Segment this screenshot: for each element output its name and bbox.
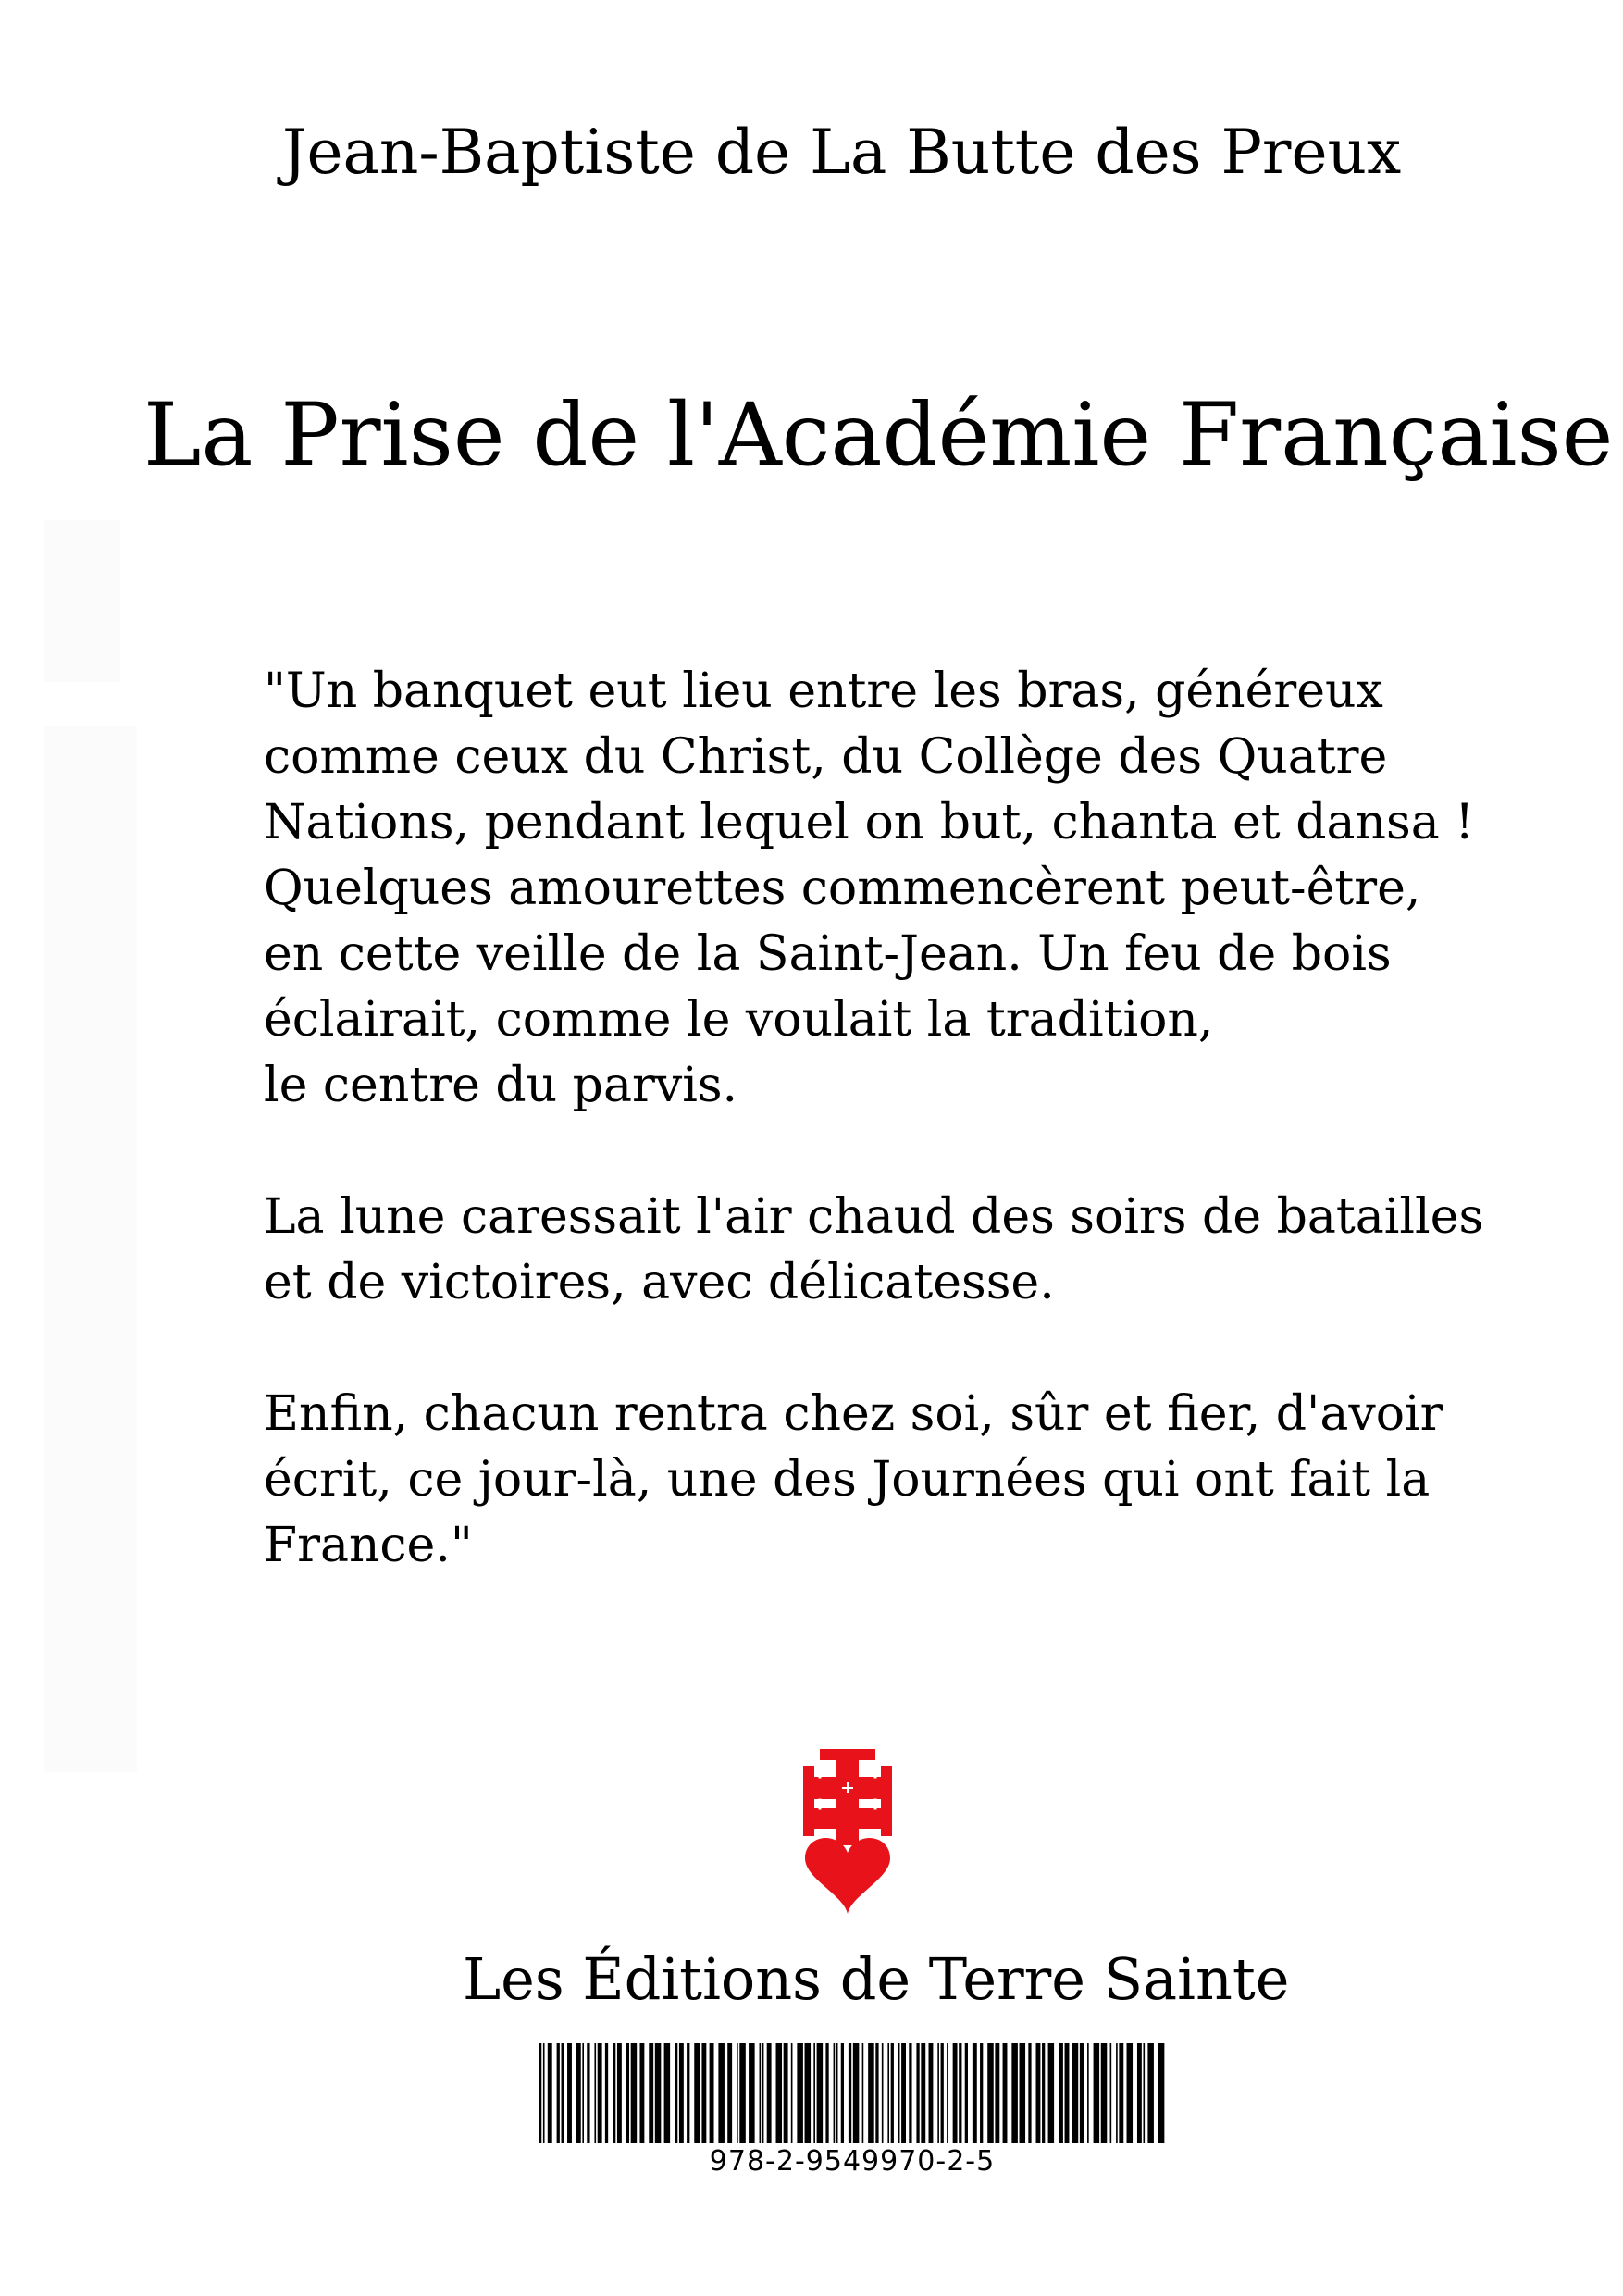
quote-line: éclairait, comme le voulait la tradition, bbox=[264, 992, 1214, 1048]
barcode-bar bbox=[791, 2043, 793, 2143]
barcode-bar bbox=[718, 2043, 725, 2143]
paragraph-gap bbox=[264, 1119, 1467, 1185]
barcode-bar bbox=[916, 2043, 919, 2143]
barcode-bar bbox=[1127, 2043, 1134, 2143]
barcode-bar bbox=[987, 2043, 994, 2143]
barcode-bar bbox=[1011, 2043, 1018, 2143]
barcode-bar bbox=[594, 2043, 596, 2143]
barcode-bar bbox=[710, 2043, 714, 2143]
quote-line: "Un banquet eut lieu entre les bras, généreux bbox=[264, 664, 1383, 719]
barcode-bar bbox=[965, 2043, 968, 2143]
barcode-bar bbox=[929, 2043, 934, 2143]
barcode-bar bbox=[941, 2043, 944, 2143]
barcode-bar bbox=[784, 2043, 788, 2143]
back-cover-quote bbox=[264, 659, 1484, 1579]
barcode-bar bbox=[1020, 2043, 1026, 2143]
barcode-bar bbox=[937, 2043, 939, 2143]
quote-line: Enfin, chacun rentra chez soi, sûr et fier, d'avoir bbox=[264, 1386, 1443, 1442]
quote-line: le centre du parvis. bbox=[264, 1058, 738, 1113]
barcode-bar bbox=[901, 2043, 906, 2143]
publisher-name: Les Éditions de Terre Sainte bbox=[463, 1945, 1290, 2013]
barcode-bar bbox=[841, 2043, 844, 2143]
quote-line: France." bbox=[264, 1518, 473, 1573]
quote-line: en cette veille de la Saint-Jean. Un feu de bois bbox=[264, 926, 1392, 982]
barcode-bar bbox=[947, 2043, 948, 2143]
barcode-bar bbox=[1036, 2043, 1041, 2143]
quote-line: écrit, ce jour-là, une des Journées qui ont fait la bbox=[264, 1452, 1431, 1508]
paragraph-gap bbox=[264, 1316, 1467, 1382]
book-title: La Prise de l'Académie Française bbox=[143, 385, 1614, 486]
quote-line: Nations, pendant lequel on but, chanta et dansa ! bbox=[264, 795, 1475, 850]
barcode-bar bbox=[817, 2043, 824, 2143]
barcode-bar bbox=[576, 2043, 581, 2143]
page-shadow-strip bbox=[44, 520, 120, 682]
barcode-bar bbox=[875, 2043, 878, 2143]
barcode-bar bbox=[887, 2043, 889, 2143]
jerusalem-cross-heart-icon bbox=[803, 1749, 892, 1916]
barcode-bar bbox=[805, 2043, 812, 2143]
barcode-bar bbox=[543, 2043, 545, 2143]
barcode-bar bbox=[862, 2043, 864, 2143]
barcode-bar bbox=[825, 2043, 828, 2143]
barcode-bar bbox=[1119, 2043, 1123, 2143]
barcode-bar bbox=[701, 2043, 706, 2143]
barcode-bar bbox=[1116, 2043, 1118, 2143]
barcode-bar bbox=[1003, 2043, 1008, 2143]
barcode-bar bbox=[995, 2043, 999, 2143]
barcode-bar bbox=[1137, 2043, 1142, 2143]
barcode-bar bbox=[1080, 2043, 1084, 2143]
barcode-bar bbox=[598, 2043, 602, 2143]
barcode-icon bbox=[539, 2043, 1166, 2143]
barcode-bar bbox=[737, 2043, 738, 2143]
isbn-number: 978-2-9549970-2-5 bbox=[709, 2145, 996, 2178]
barcode-bar bbox=[626, 2043, 629, 2143]
barcode-bar bbox=[1143, 2043, 1145, 2143]
barcode-bar bbox=[694, 2043, 700, 2143]
barcode-bar bbox=[539, 2043, 541, 2143]
barcode-bar bbox=[898, 2043, 900, 2143]
barcode-bar bbox=[1028, 2043, 1031, 2143]
barcode-bar bbox=[582, 2043, 584, 2143]
barcode-bar bbox=[587, 2043, 589, 2143]
barcode-bar bbox=[1087, 2043, 1089, 2143]
barcode-bar bbox=[1094, 2043, 1100, 2143]
barcode-bar bbox=[675, 2043, 677, 2143]
barcode-bar bbox=[953, 2043, 958, 2143]
barcode-bar bbox=[836, 2043, 838, 2143]
barcode-bar bbox=[797, 2043, 803, 2143]
barcode-bar bbox=[909, 2043, 911, 2143]
author-name: Jean-Baptiste de La Butte des Preux bbox=[282, 117, 1402, 188]
quote-line: et de victoires, avec délicatesse. bbox=[264, 1255, 1055, 1310]
barcode-bar bbox=[655, 2043, 662, 2143]
barcode-bar bbox=[567, 2043, 572, 2143]
barcode-bar bbox=[760, 2043, 762, 2143]
barcode-bar bbox=[664, 2043, 671, 2143]
barcode-bar bbox=[557, 2043, 560, 2143]
barcode-bar bbox=[959, 2043, 961, 2143]
barcode-bar bbox=[980, 2043, 983, 2143]
barcode-bar bbox=[631, 2043, 638, 2143]
barcode-bar bbox=[834, 2043, 836, 2143]
quote-line: La lune caressait l'air chaud des soirs de batailles bbox=[264, 1189, 1484, 1245]
barcode-bar bbox=[853, 2043, 860, 2143]
quote-line: Quelques amourettes commencèrent peut-être, bbox=[264, 861, 1421, 916]
barcode-bar bbox=[882, 2043, 884, 2143]
barcode-bar bbox=[639, 2043, 644, 2143]
barcode-bar bbox=[562, 2043, 564, 2143]
barcode-bar bbox=[921, 2043, 925, 2143]
barcode-bar bbox=[1059, 2043, 1063, 2143]
barcode-bar bbox=[679, 2043, 684, 2143]
barcode-bar bbox=[1147, 2043, 1154, 2143]
barcode-bar bbox=[813, 2043, 815, 2143]
barcode-bar bbox=[739, 2043, 746, 2143]
barcode-bar bbox=[1065, 2043, 1070, 2143]
barcode-bar bbox=[891, 2043, 894, 2143]
barcode-bar bbox=[613, 2043, 615, 2143]
barcode-bar bbox=[767, 2043, 772, 2143]
barcode-bar bbox=[1072, 2043, 1079, 2143]
barcode-bar bbox=[649, 2043, 653, 2143]
barcode-bar bbox=[776, 2043, 783, 2143]
barcode-bar bbox=[762, 2043, 764, 2143]
barcode-bar bbox=[548, 2043, 552, 2143]
barcode-bar bbox=[849, 2043, 851, 2143]
barcode-bar bbox=[868, 2043, 874, 2143]
barcode-bar bbox=[1158, 2043, 1165, 2143]
barcode-bar bbox=[617, 2043, 622, 2143]
barcode-bar bbox=[749, 2043, 755, 2143]
barcode-bar bbox=[1101, 2043, 1108, 2143]
barcode-bar bbox=[727, 2043, 732, 2143]
barcode-bar bbox=[1048, 2043, 1055, 2143]
barcode-bar bbox=[1110, 2043, 1112, 2143]
page-shadow-strip bbox=[44, 726, 137, 1772]
barcode-bar bbox=[973, 2043, 977, 2143]
quote-line: comme ceux du Christ, du Collège des Quatre bbox=[264, 729, 1388, 785]
barcode-bar bbox=[1042, 2043, 1045, 2143]
barcode-bar bbox=[605, 2043, 608, 2143]
barcode-bar bbox=[687, 2043, 689, 2143]
